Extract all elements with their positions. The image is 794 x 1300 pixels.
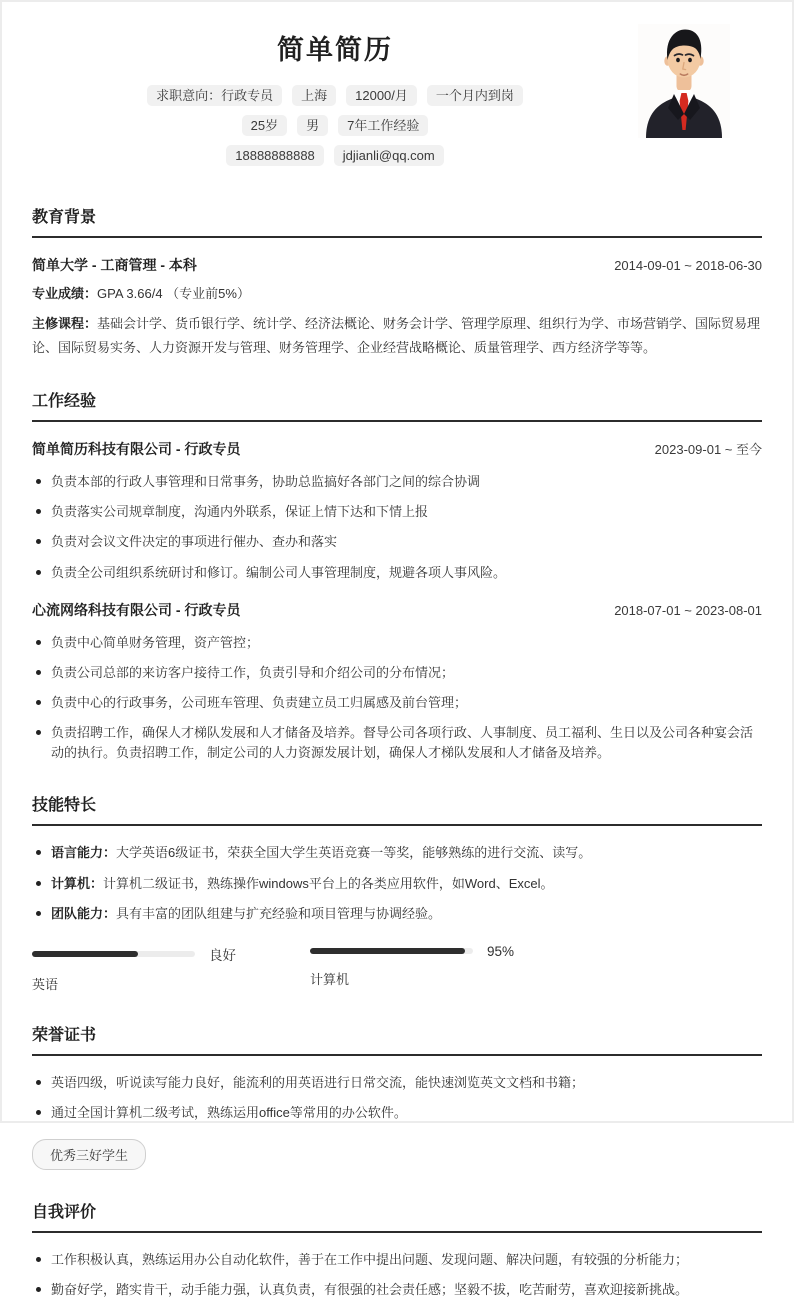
section-education xyxy=(32,204,762,359)
skill-label: 团队能力： xyxy=(51,905,117,921)
pill-row-profile xyxy=(242,115,429,136)
resume-header xyxy=(32,24,762,175)
school-degree: 简单大学 - 工商管理 - 本科 xyxy=(32,257,197,273)
progress-fill xyxy=(32,951,138,957)
pill-salary: 12000/月 xyxy=(346,85,417,106)
progress-track xyxy=(310,948,473,954)
page-title: 简单简历 xyxy=(277,35,393,65)
bar-value-label: 良好 xyxy=(209,947,236,963)
bullet-item: 负责本部的行政人事管理和日常事务，协助总监搞好各部门之间的综合协调 xyxy=(32,472,762,492)
bullet-item: 负责落实公司规章制度，沟通内外联系，保证上情下达和下情上报 xyxy=(32,502,762,522)
progress-track xyxy=(32,951,195,957)
job-entry-1 xyxy=(32,439,762,583)
job-1-title: 简单简历科技有限公司 - 行政专员 xyxy=(32,441,241,458)
bar-name-label: 英语 xyxy=(32,976,59,992)
gpa-label: 专业成绩： xyxy=(32,286,98,301)
job-2-title: 心流网络科技有限公司 - 行政专员 xyxy=(32,601,241,618)
bar-line xyxy=(32,944,310,964)
job-2-date: 2018-07-01 ~ 2023-08-01 xyxy=(614,602,762,618)
self-eval-heading: 自我评价 xyxy=(32,1199,762,1233)
section-skills xyxy=(32,792,762,992)
bullet-item xyxy=(32,904,762,924)
bullet-item: 工作积极认真，熟练运用办公自动化软件，善于在工作中提出问题、发现问题、解决问题，有较强的分析能力； xyxy=(32,1250,762,1270)
education-entry-head xyxy=(32,255,762,275)
gpa-line xyxy=(32,282,762,305)
section-honors xyxy=(32,1022,762,1170)
skill-bar-english xyxy=(32,944,310,993)
bullet-item: 负责中心的行政事务，公司班车管理、负责建立员工归属感及前台管理； xyxy=(32,693,762,713)
experience-heading: 工作经验 xyxy=(32,388,762,422)
bullet-item: 负责公司总部的来访客户接待工作，负责引导和介绍公司的分布情况； xyxy=(32,663,762,683)
skill-label: 计算机： xyxy=(51,875,104,891)
pill-age: 25岁 xyxy=(242,115,287,136)
bar-line xyxy=(310,944,588,959)
bullet-item: 英语四级，听说读写能力良好，能流利的用英语进行日常交流，能快速浏览英文文档和书籍； xyxy=(32,1073,762,1093)
bullet-item: 负责全公司组织系统研讨和修订。编制公司人事管理制度，规避各项人事风险。 xyxy=(32,563,762,583)
skill-text: 具有丰富的团队组建与扩充经验和项目管理与协调经验。 xyxy=(116,905,442,921)
pill-city: 上海 xyxy=(292,85,336,106)
job-2-bullets xyxy=(32,633,762,764)
header-summary xyxy=(32,24,638,175)
bar-value-label: 95% xyxy=(487,943,515,959)
education-date: 2014-09-01 ~ 2018-06-30 xyxy=(614,258,762,273)
courses-line xyxy=(32,312,762,359)
bullet-item: 通过全国计算机二级考试，熟练运用office等常用的办公软件。 xyxy=(32,1103,762,1123)
gpa-value: GPA 3.66/4 （专业前5%） xyxy=(97,286,250,301)
bar-name-label: 计算机 xyxy=(310,971,350,987)
pill-job-intention: 求职意向：行政专员 xyxy=(147,85,282,106)
pill-availability: 一个月内到岗 xyxy=(427,85,523,106)
pill-gender: 男 xyxy=(297,115,328,136)
profile-photo xyxy=(638,24,730,138)
skills-bullets xyxy=(32,843,762,923)
pill-experience-years: 7年工作经验 xyxy=(338,115,428,136)
skill-bars xyxy=(32,944,762,993)
honors-heading: 荣誉证书 xyxy=(32,1022,762,1056)
portrait-illustration xyxy=(638,24,730,138)
self-eval-bullets xyxy=(32,1250,762,1300)
section-self-evaluation xyxy=(32,1199,762,1300)
education-heading: 教育背景 xyxy=(32,204,762,238)
bullet-item: 负责对会议文件决定的事项进行催办、查办和落实 xyxy=(32,532,762,552)
pill-row-contact xyxy=(226,145,444,166)
skills-heading: 技能特长 xyxy=(32,792,762,826)
pill-row-intention xyxy=(147,85,523,106)
job-1-head xyxy=(32,439,762,459)
pill-email: jdjianli@qq.com xyxy=(334,145,444,166)
progress-fill xyxy=(310,948,465,954)
skill-bar-computer xyxy=(310,944,588,993)
bullet-item: 负责中心简单财务管理，资产管控； xyxy=(32,633,762,653)
bullet-item: 负责招聘工作，确保人才梯队发展和人才储备及培养。督导公司各项行政、人事制度、员工福利、生日以及公司各种宴会活动的执行。负责招聘工作，制定公司的人力资源发展计划，确保人才梯队发展和人才储备及培养。 xyxy=(32,723,762,763)
skill-text: 计算机二级证书，熟练操作windows平台上的各类应用软件，如Word、Excel。 xyxy=(103,875,554,891)
job-2-head xyxy=(32,600,762,620)
courses-label: 主修课程： xyxy=(32,316,98,332)
skill-label: 语言能力： xyxy=(51,845,117,861)
section-experience xyxy=(32,388,762,763)
courses-value: 基础会计学、货币银行学、统计学、经济法概论、财务会计学、管理学原理、组织行为学、市场营销学、国际贸易理论、国际贸易实务、人力资源开发与管理、财务管理学、企业经营战略概论、质量管理学、西方经济学等等。 xyxy=(32,316,761,355)
job-1-bullets xyxy=(32,472,762,583)
bullet-item xyxy=(32,843,762,863)
honor-tag: 优秀三好学生 xyxy=(32,1139,146,1170)
pill-phone: 18888888888 xyxy=(226,145,324,166)
job-1-date: 2023-09-01 ~ 至今 xyxy=(654,442,762,458)
bullet-item: 勤奋好学，踏实肯干，动手能力强，认真负责，有很强的社会责任感；坚毅不拔，吃苦耐劳，喜欢迎接新挑战。 xyxy=(32,1280,762,1300)
bullet-item xyxy=(32,874,762,894)
job-entry-2 xyxy=(32,600,762,764)
honors-bullets xyxy=(32,1073,762,1123)
skill-text: 大学英语6级证书，荣获全国大学生英语竞赛一等奖，能够熟练的进行交流、读写。 xyxy=(116,845,592,861)
